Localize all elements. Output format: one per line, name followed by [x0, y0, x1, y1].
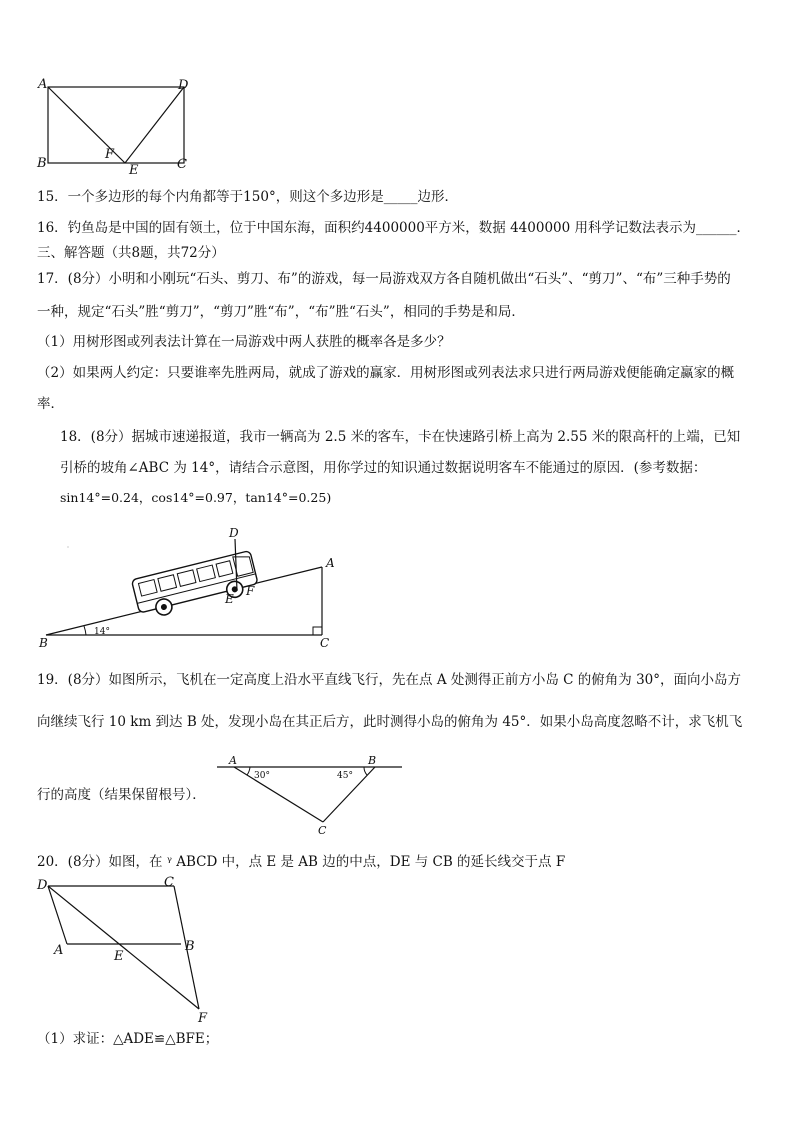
- question-16: 16．钓鱼岛是中国的固有领土，位于中国东海，面积约4400000平方米，数据 4400000 用科学记数法表示为______．: [37, 220, 751, 236]
- rectangle-figure: [35, 78, 205, 178]
- label-B: B: [185, 939, 195, 954]
- label-A: A: [54, 943, 64, 958]
- question-17-part-1: （1）用树形图或列表法计算在一局游戏中两人获胜的概率各是多少？: [37, 334, 451, 350]
- question-17-part-2-line-1: （2）如果两人约定：只要谁率先胜两局，就成了游戏的赢家．用树形图或列表法求只进行两局游戏便能确定赢家的概: [37, 365, 735, 381]
- question-19-line-1: 19．(8分）如图所示，飞机在一定高度上沿水平直线飞行，先在点 A 处测得正前方小岛 C 的俯角为 30°，面向小岛方: [37, 672, 741, 688]
- angle-label: 14°: [94, 627, 110, 637]
- label-D: D: [178, 78, 189, 93]
- label-C: C: [164, 875, 174, 890]
- bus-slope-figure: [36, 523, 336, 653]
- angle-30-label: 30°: [254, 771, 270, 781]
- label-D: D: [229, 526, 239, 540]
- label-D: D: [37, 878, 48, 893]
- label-B: B: [39, 636, 48, 650]
- label-F: F: [105, 147, 115, 162]
- question-20: 20．(8分）如图，在 ᵞ ABCD 中，点 E 是 AB 边的中点，DE 与 CB 的延长线交于点 F: [37, 854, 566, 870]
- label-C: C: [177, 157, 187, 172]
- label-E: E: [225, 592, 234, 606]
- label-F: F: [246, 584, 255, 598]
- question-18-line-3: sin14°=0.24，cos14°=0.97，tan14°=0.25): [60, 490, 332, 505]
- angle-45-label: 45°: [337, 771, 353, 781]
- question-18-line-1: 18．(8分）据城市速递报道，我市一辆高为 2.5 米的客车，卡在快速路引桥上高为 2.55 米的限高杆的上端，已知: [60, 429, 741, 445]
- question-17-part-2-line-2: 率．: [37, 396, 64, 412]
- question-17-line-1: 17．(8分）小明和小刚玩“石头、剪刀、布”的游戏，每一局游戏双方各自随机做出“石头”、“剪刀”、“布”三种手势的: [37, 271, 731, 287]
- label-A: A: [38, 77, 48, 92]
- label-B: B: [37, 156, 47, 171]
- label-C: C: [320, 636, 330, 650]
- question-18-line-2: 引桥的坡角∠ABC 为 14°，请结合示意图，用你学过的知识通过数据说明客车不能通过的原因．(参考数据：: [60, 460, 707, 476]
- question-19-line-2: 向继续飞行 10 km 到达 B 处，发现小岛在其正后方，此时测得小岛的俯角为 45°．如果小岛高度忽略不计，求飞机飞: [37, 714, 743, 730]
- section-heading: 三、解答题（共8题，共72分）: [37, 245, 225, 261]
- label-E: E: [129, 163, 139, 178]
- plane-triangle-figure: [214, 752, 414, 837]
- label-A: A: [326, 556, 335, 570]
- question-20-part-1: （1）求证：△ADE≌△BFE；: [37, 1031, 219, 1047]
- bus-icon: [131, 551, 260, 621]
- question-15: 15．一个多边形的每个内角都等于150°，则这个多边形是_____边形．: [37, 189, 458, 205]
- label-F: F: [198, 1011, 208, 1026]
- label-B: B: [368, 754, 377, 767]
- label-A: A: [229, 754, 237, 767]
- label-E: E: [114, 949, 124, 964]
- question-17-line-2: 一种，规定“石头”胜“剪刀”，“剪刀”胜“布”，“布”胜“石头”，相同的手势是和局．: [37, 304, 525, 320]
- parallelogram-figure: [34, 874, 224, 1024]
- question-19-line-3: 行的高度（结果保留根号）．: [37, 787, 206, 803]
- label-C: C: [318, 824, 327, 837]
